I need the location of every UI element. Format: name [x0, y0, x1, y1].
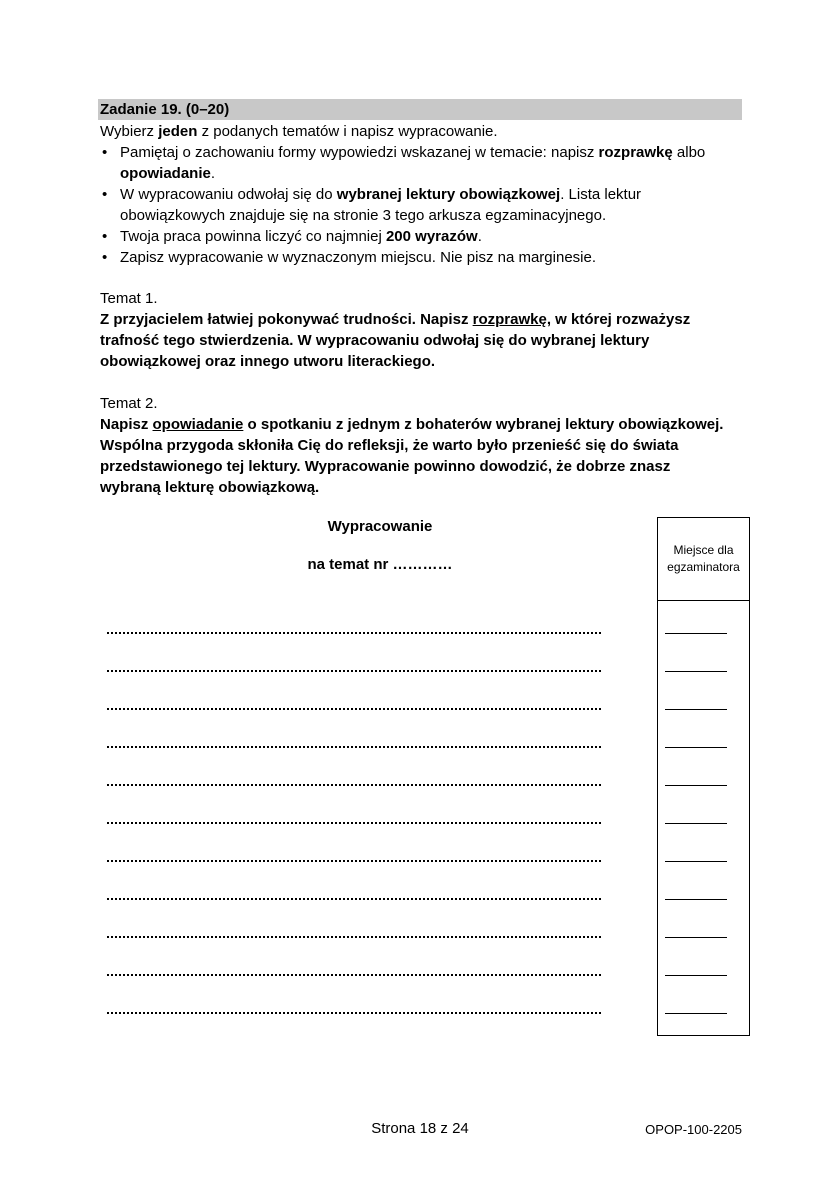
examiner-divider [658, 600, 749, 601]
examiner-score-line [665, 861, 727, 862]
examiner-score-line [665, 899, 727, 900]
rule-item: • W wypracowaniu odwołaj się do wybranej lektury obowiązkowej. Lista lektur obowiązkowych znajduje się na stronie 3 tego arkusza egzaminacyjnego. [100, 184, 740, 226]
examiner-score-line [665, 671, 727, 672]
writing-line[interactable] [107, 858, 601, 862]
page-number: Strona 18 z 24 [371, 1120, 469, 1137]
examiner-score-line [665, 633, 727, 634]
task-header: Zadanie 19. (0–20) [98, 99, 742, 120]
rules-list [100, 142, 740, 268]
examiner-score-line [665, 709, 727, 710]
writing-line[interactable] [107, 934, 601, 938]
exam-code: OPOP-100-2205 [645, 1122, 742, 1137]
writing-line[interactable] [107, 706, 601, 710]
topic-1 [100, 288, 730, 372]
examiner-score-line [665, 937, 727, 938]
examiner-score-line [665, 785, 727, 786]
writing-line[interactable] [107, 972, 601, 976]
rule-item: • Pamiętaj o zachowaniu formy wypowiedzi wskazanej w temacie: napisz rozprawkę albo opowiadanie. [100, 142, 740, 184]
writing-line[interactable] [107, 782, 601, 786]
examiner-score-line [665, 1013, 727, 1014]
examiner-label: Miejsce dla egzaminatora [667, 543, 740, 574]
writing-line[interactable] [107, 668, 601, 672]
topic-2 [100, 393, 730, 498]
examiner-score-line [665, 975, 727, 976]
topic-2-label: Temat 2. [100, 395, 158, 412]
task-instruction: Wybierz jeden z podanych tematów i napisz wypracowanie. [100, 123, 498, 140]
topic-1-label: Temat 1. [100, 290, 158, 307]
essay-topic-number[interactable]: na temat nr ………… [307, 556, 453, 573]
topic-1-text: Z przyjacielem łatwiej pokonywać trudności. Napisz rozprawkę, w której rozważysz trafność tego stwierdzenia. W wypracowaniu odwołaj się do wybranej lektury obowiązkowej oraz innego utworu literackiego. [100, 311, 691, 370]
writing-line[interactable] [107, 820, 601, 824]
rule-item: • Twoja praca powinna liczyć co najmniej 200 wyrazów. [100, 226, 740, 247]
writing-line[interactable] [107, 630, 601, 634]
topic-2-text: Napisz opowiadanie o spotkaniu z jednym z bohaterów wybranej lektury obowiązkowej. Wspólna przygoda skłoniła Cię do refleksji, że warto było przenieść się do świata przedstawionego tej lektury. Wypracowanie powinno dowodzić, że dobrze znasz wybraną lekturę obowiązkową. [100, 416, 724, 496]
rule-item: • Zapisz wypracowanie w wyznaczonym miejscu. Nie pisz na marginesie. [100, 247, 740, 268]
writing-line[interactable] [107, 744, 601, 748]
examiner-score-line [665, 823, 727, 824]
examiner-score-line [665, 747, 727, 748]
writing-line[interactable] [107, 896, 601, 900]
essay-title: Wypracowanie [327, 518, 433, 535]
examiner-column [657, 517, 750, 1036]
writing-line[interactable] [107, 1010, 601, 1014]
